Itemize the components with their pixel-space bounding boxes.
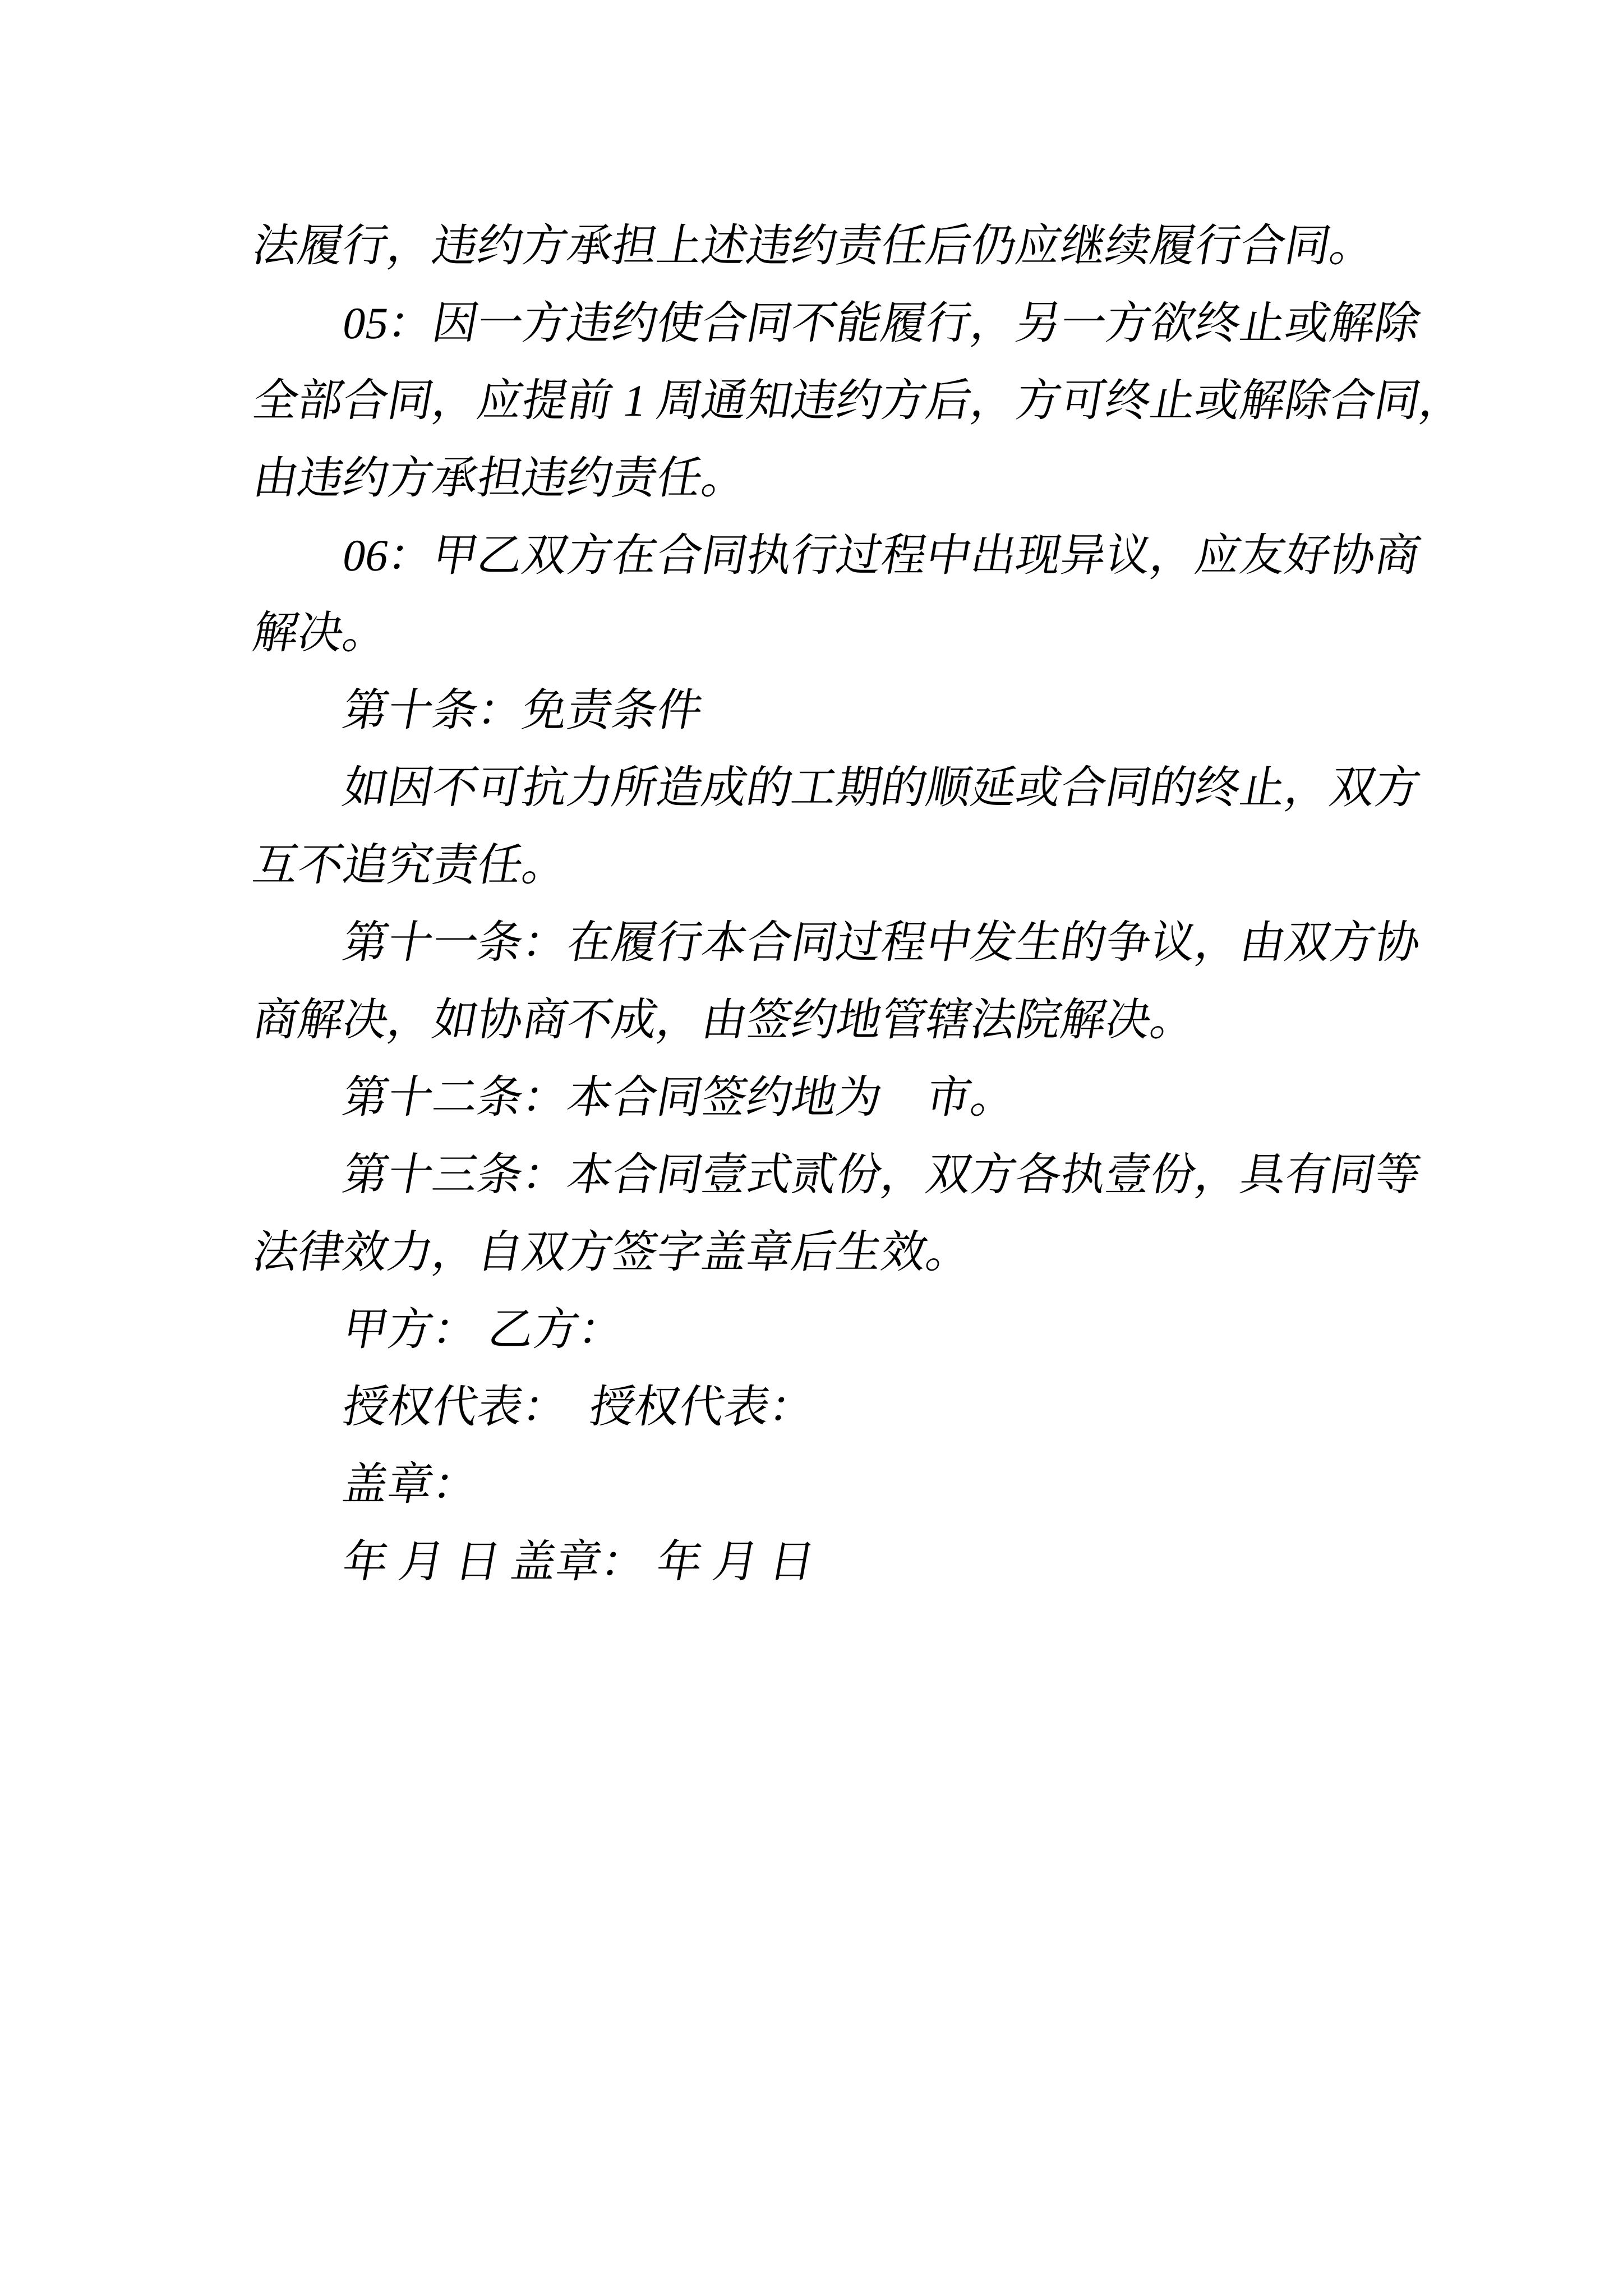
text-line: 商解决，如协商不成，由签约地管辖法院解决。: [249, 996, 1200, 1045]
text-line: 如因不可抗力所造成的工期的顺延或合同的终止，双方: [339, 763, 1424, 813]
text-line: 由违约方承担违约责任。: [249, 454, 751, 503]
signature-party-line: 甲方： 乙方：: [339, 1305, 628, 1355]
signature-date-line: 年 月 日 盖章： 年 月 日: [339, 1538, 819, 1587]
text-line: 第十二条：本合同签约地为 市。: [339, 1073, 1021, 1122]
text-line: 全部合同，应提前 1 周通知违约方后，方可终止或解除合同，: [249, 376, 1469, 426]
text-line: 05：因一方违约使合同不能履行，另一方欲终止或解除: [339, 299, 1424, 348]
text-line: 第十一条：在履行本合同过程中发生的争议，由双方协: [339, 918, 1424, 968]
signature-representative-line: 授权代表： 授权代表：: [339, 1383, 819, 1432]
signature-seal-line: 盖章：: [339, 1460, 482, 1510]
text-line: 第十三条：本合同壹式贰份，双方各执壹份，具有同等: [339, 1151, 1424, 1200]
text-line: 解决。: [249, 609, 393, 658]
text-line: 06：甲乙双方在合同执行过程中出现异议，应友好协商: [339, 531, 1424, 581]
text-line: 互不追究责任。: [249, 841, 572, 890]
text-line: 法律效力，自双方签字盖章后生效。: [249, 1228, 976, 1277]
text-line: 法履行，违约方承担上述违约责任后仍应继续履行合同。: [249, 222, 1380, 271]
clause-heading-line: 第十条：免责条件: [339, 686, 707, 735]
